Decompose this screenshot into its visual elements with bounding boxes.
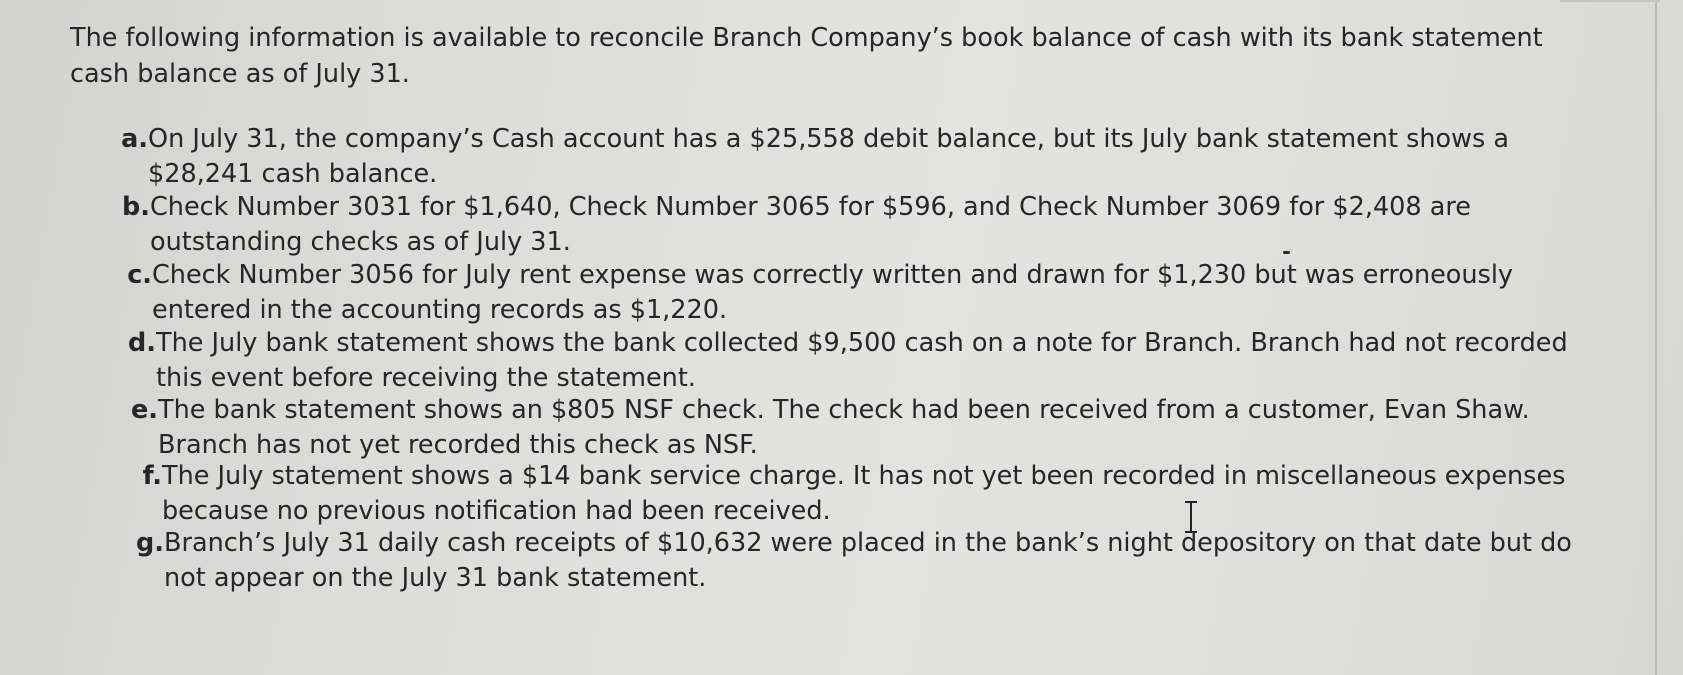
item-letter: f. bbox=[142, 461, 162, 491]
item-letter: a. bbox=[121, 124, 148, 154]
item-text: Branch’s July 31 daily cash receipts of $10,632 were placed in the bank’s night depository on that date but do not appear on the July 31 bank statement. bbox=[164, 528, 1572, 593]
item-text: Check Number 3031 for $1,640, Check Number 3065 for $596, and Check Number 3069 for $2,408 are outstanding checks as of July 31. bbox=[150, 192, 1471, 257]
stray-mark bbox=[1283, 251, 1290, 254]
item-letter: c. bbox=[127, 260, 152, 290]
text-cursor-icon bbox=[1181, 500, 1201, 534]
item-text: On July 31, the company’s Cash account has a $25,558 debit balance, but its July bank statement shows a $28,241 cash balance. bbox=[148, 124, 1509, 189]
item-text: The July statement shows a $14 bank service charge. It has not yet been recorded in miscellaneous expenses because no previous notification had been received. bbox=[162, 461, 1566, 526]
item-letter: g. bbox=[136, 528, 164, 558]
item-letter: b. bbox=[122, 192, 150, 222]
item-text: The bank statement shows an $805 NSF check. The check had been received from a customer, Evan Shaw. Branch has not yet recorded this check as NSF. bbox=[158, 395, 1530, 460]
problem-intro: The following information is available to reconcile Branch Company’s book balance of cash with its bank statement cash balance as of July 31. bbox=[70, 23, 1543, 89]
item-text: The July bank statement shows the bank collected $9,500 cash on a note for Branch. Branch had not recorded this event before receiving the statement. bbox=[156, 328, 1568, 393]
item-letter: e. bbox=[131, 395, 158, 425]
item-letter: d. bbox=[128, 328, 156, 358]
item-text: Check Number 3056 for July rent expense was correctly written and drawn for $1,230 but was erroneously entered in the accounting records as $1,220. bbox=[152, 260, 1514, 325]
